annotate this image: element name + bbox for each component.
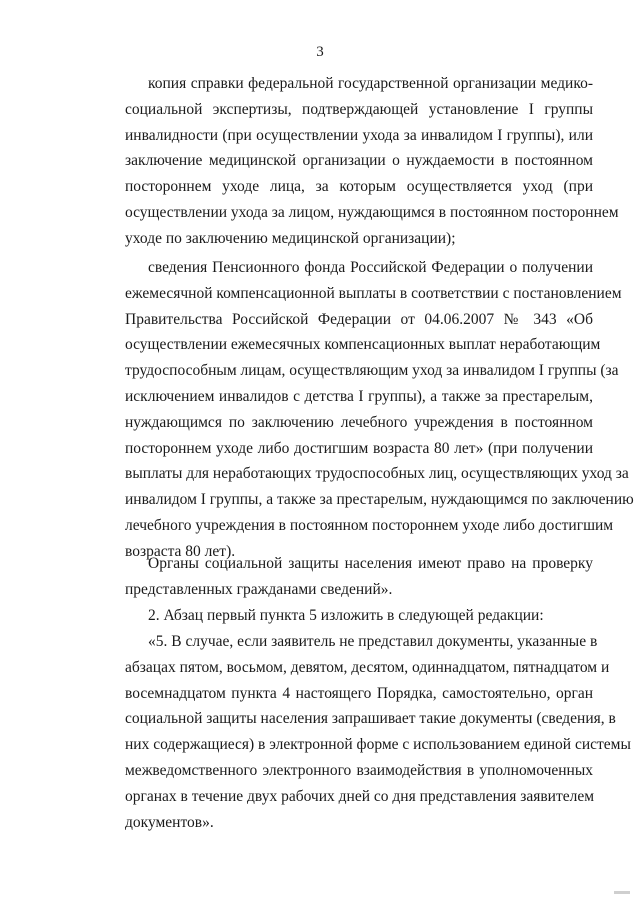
paragraph-line: лечебного учреждения в постоянном постороннем уходе либо достигшим <box>125 516 614 534</box>
paragraph-line: нуждающимся по заключению лечебного учреждения в постоянном <box>125 413 593 431</box>
paragraph-line: них содержащиеся) в электронной форме с использованием единой системы <box>125 736 631 754</box>
paragraph-line: уходе по заключению медицинской организации); <box>125 229 456 247</box>
paragraph-line: осуществлении ухода за лицом, нуждающимся в постоянном постороннем <box>125 203 619 221</box>
paragraph-line: Правительства Российской Федерации от 04.06.2007 № 343 «Об <box>125 310 593 328</box>
paragraph-4 <box>125 603 593 629</box>
paragraph-line: заключение медицинской организации о нуждаемости в постоянном <box>125 152 593 170</box>
scan-mark <box>614 891 630 894</box>
paragraph-line: документов». <box>125 813 214 831</box>
paragraph-3 <box>125 551 593 603</box>
paragraph-line: инвалидности (при осуществлении ухода за инвалидом I группы), или <box>125 126 593 144</box>
paragraph-line: выплаты для неработающих трудоспособных лиц, осуществляющих уход за <box>125 465 629 483</box>
paragraph-line: постороннем уходе лица, за которым осуществляется уход (при <box>125 178 593 196</box>
paragraph-line: представленных гражданами сведений». <box>125 580 393 598</box>
paragraph-line: восемнадцатом пункта 4 настоящего Порядка, самостоятельно, орган <box>125 684 593 702</box>
paragraph-1 <box>125 71 619 252</box>
paragraph-line: ежемесячной компенсационной выплаты в соответствии с постановлением <box>125 284 622 302</box>
paragraph-line: социальной экспертизы, подтверждающей установление I группы <box>125 100 593 118</box>
paragraph-line: копия справки федеральной государственной организации медико- <box>148 75 593 92</box>
paragraph-line: органах в течение двух рабочих дней со дня представления заявителем <box>125 787 595 805</box>
paragraph-line: трудоспособным лицам, осуществляющим уход за инвалидом I группы (за <box>125 362 619 380</box>
paragraph-line: инвалидом I группы, а также за престарелым, нуждающимся по заключению <box>125 491 634 509</box>
paragraph-line: сведения Пенсионного фонда Российской Федерации о получении <box>148 259 593 276</box>
paragraph-line: осуществлении ежемесячных компенсационных выплат неработающим <box>125 336 601 354</box>
paragraph-line: социальной защиты населения запрашивает такие документы (сведения, в <box>125 710 616 728</box>
paragraph-line: возраста 80 лет). <box>125 542 236 560</box>
paragraph-line: Органы социальной защиты населения имеют право на проверку <box>148 555 593 572</box>
paragraph-line: «5. В случае, если заявитель не представил документы, указанные в <box>148 633 598 650</box>
paragraph-line: исключением инвалидов с детства I группы), а также за престарелым, <box>125 387 593 405</box>
paragraph-line: межведомственного электронного взаимодействия в уполномоченных <box>125 761 593 779</box>
paragraph-line: абзацах пятом, восьмом, девятом, десятом, одиннадцатом, пятнадцатом и <box>125 658 610 676</box>
paragraph-2 <box>125 255 634 565</box>
paragraph-line: постороннем уходе либо достигшим возраста 80 лет» (при получении <box>125 439 593 457</box>
page-number: 3 <box>316 44 324 60</box>
paragraph-line: 2. Абзац первый пункта 5 изложить в следующей редакции: <box>148 607 544 624</box>
paragraph-5 <box>125 629 631 835</box>
